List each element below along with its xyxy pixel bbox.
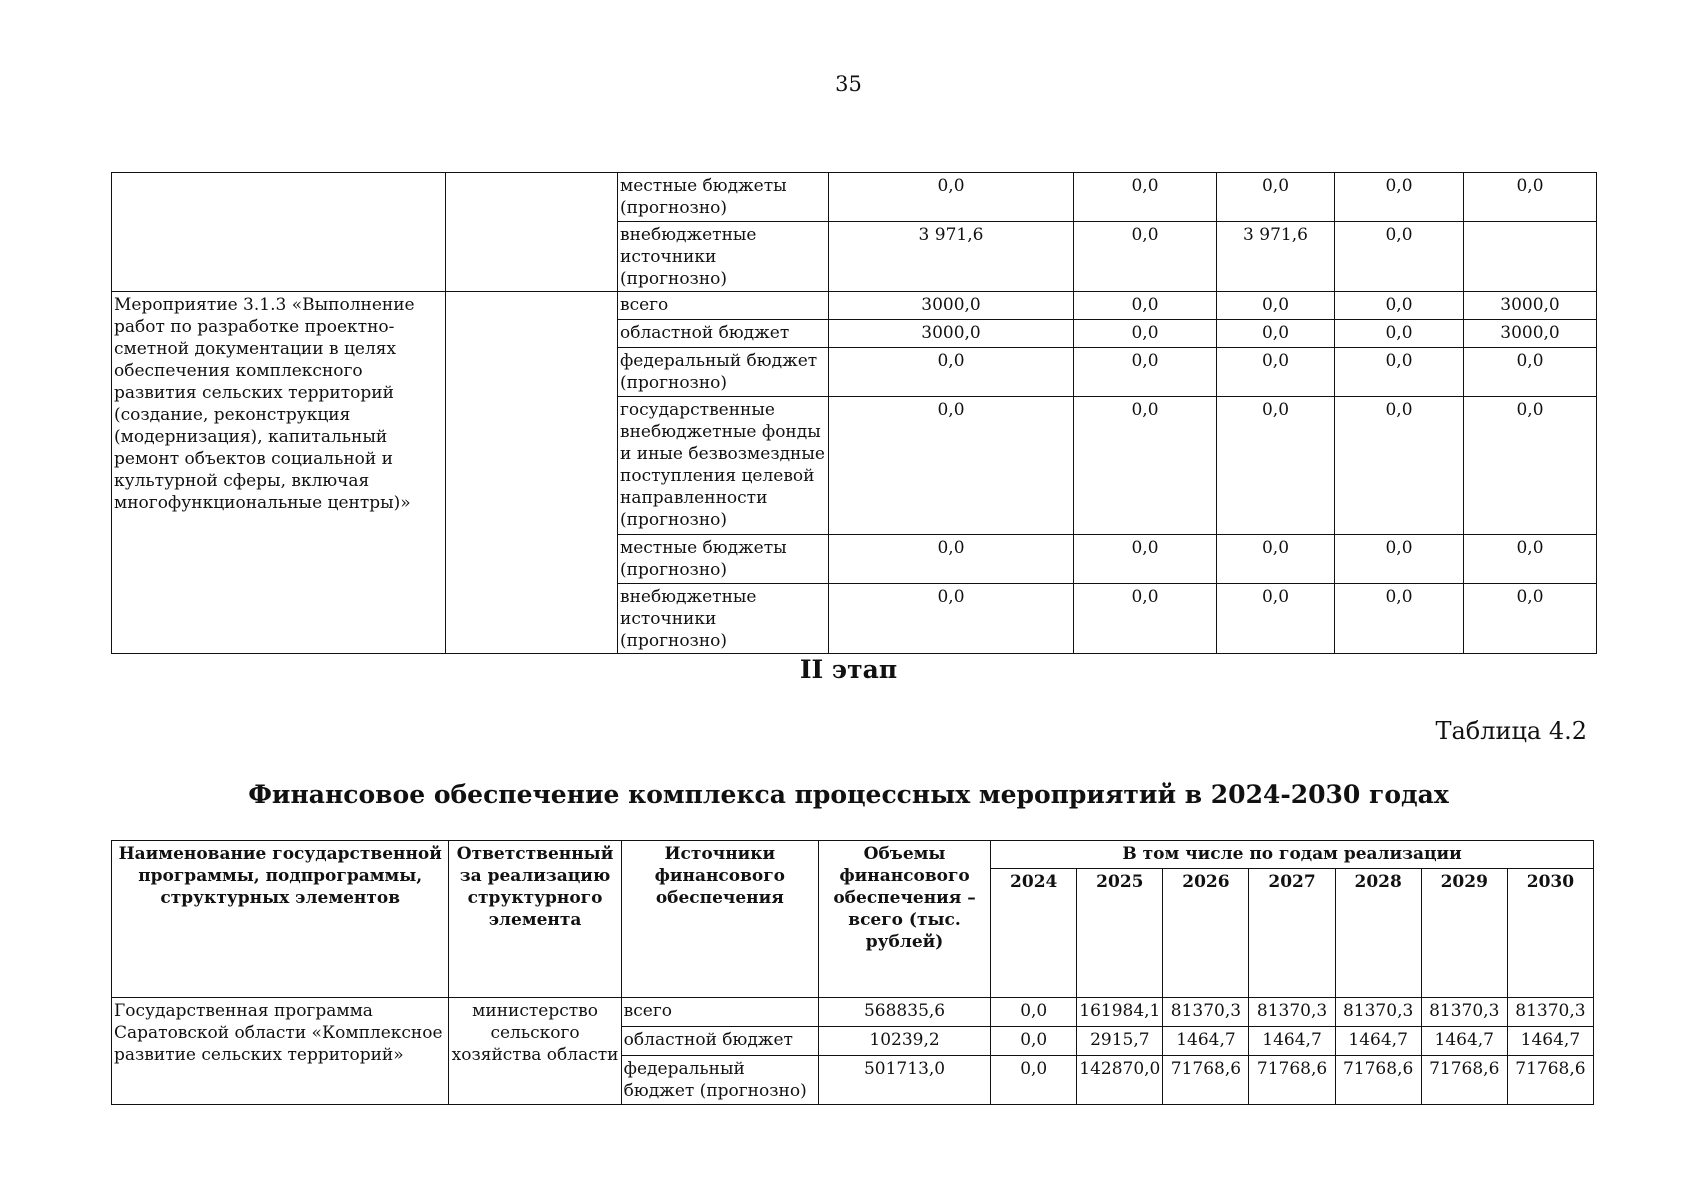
header-responsible: Ответственный за реализацию структурного элемента [449, 841, 621, 998]
value-cell: 3000,0 [1464, 320, 1597, 348]
value-cell: 0,0 [1335, 222, 1464, 292]
value-cell: 0,0 [1217, 535, 1335, 584]
year-value-cell: 1464,7 [1507, 1027, 1593, 1056]
source-cell: областной бюджет [621, 1027, 818, 1056]
year-value-cell: 71768,6 [1163, 1056, 1249, 1105]
source-cell: федеральный бюджет (прогнозно) [621, 1056, 818, 1105]
year-value-cell: 81370,3 [1421, 998, 1507, 1027]
year-value-cell: 71768,6 [1507, 1056, 1593, 1105]
year-value-cell: 1464,7 [1163, 1027, 1249, 1056]
header-sources: Источники финансового обеспечения [621, 841, 818, 998]
value-cell: 3000,0 [829, 292, 1074, 320]
value-cell: 3 971,6 [1217, 222, 1335, 292]
value-cell: 0,0 [1074, 535, 1217, 584]
table-row [112, 292, 1597, 320]
value-cell: 0,0 [1335, 320, 1464, 348]
source-cell: местные бюджеты (прогнозно) [618, 535, 829, 584]
value-cell: 0,0 [1074, 348, 1217, 397]
source-cell: федеральный бюджет (прогнозно) [618, 348, 829, 397]
year-value-cell: 0,0 [991, 1027, 1077, 1056]
value-cell: 0,0 [1074, 292, 1217, 320]
year-value-cell: 2915,7 [1077, 1027, 1163, 1056]
program-name-cell: Государственная программа Саратовской области «Комплексное развитие сельских территорий» [112, 998, 449, 1105]
header-name: Наименование государственной программы, подпрограммы, структурных элементов [112, 841, 449, 998]
value-cell: 0,0 [1074, 397, 1217, 535]
year-value-cell: 1464,7 [1421, 1027, 1507, 1056]
financing-table-continued [111, 172, 1597, 654]
total-cell: 568835,6 [818, 998, 990, 1027]
value-cell: 0,0 [1335, 173, 1464, 222]
table-title: Финансовое обеспечение комплекса процессных мероприятий в 2024-2030 годах [248, 780, 1449, 809]
header-year: 2024 [991, 869, 1077, 998]
year-value-cell: 142870,0 [1077, 1056, 1163, 1105]
value-cell: 0,0 [1335, 584, 1464, 654]
value-cell: 0,0 [1074, 584, 1217, 654]
value-cell: 0,0 [1217, 584, 1335, 654]
header-row [112, 841, 1594, 869]
table-label: Таблица 4.2 [1435, 717, 1587, 745]
header-year: 2029 [1421, 869, 1507, 998]
year-value-cell: 0,0 [991, 1056, 1077, 1105]
value-cell: 0,0 [829, 535, 1074, 584]
responsible-cell: министерство сельского хозяйства области [449, 998, 621, 1105]
source-cell: внебюджетные источники (прогнозно) [618, 222, 829, 292]
table-row [112, 998, 1594, 1027]
year-value-cell: 81370,3 [1249, 998, 1335, 1027]
source-cell: всего [621, 998, 818, 1027]
source-cell: государственные внебюджетные фонды и иные безвозмездные поступления целевой направленности (прогнозно) [618, 397, 829, 535]
value-cell: 0,0 [1335, 535, 1464, 584]
value-cell: 3000,0 [1464, 292, 1597, 320]
header-year: 2026 [1163, 869, 1249, 998]
value-cell: 0,0 [1464, 173, 1597, 222]
value-cell: 0,0 [1217, 320, 1335, 348]
value-cell: 0,0 [1335, 292, 1464, 320]
value-cell: 0,0 [1335, 397, 1464, 535]
value-cell: 0,0 [1464, 584, 1597, 654]
value-cell: 0,0 [1074, 222, 1217, 292]
header-volume: Объемы финансового обеспечения – всего (тыс. рублей) [818, 841, 990, 998]
value-cell: 0,0 [1217, 397, 1335, 535]
total-cell: 501713,0 [818, 1056, 990, 1105]
value-cell: 3 971,6 [829, 222, 1074, 292]
source-cell: внебюджетные источники (прогнозно) [618, 584, 829, 654]
year-value-cell: 81370,3 [1163, 998, 1249, 1027]
year-value-cell: 0,0 [991, 998, 1077, 1027]
year-value-cell: 81370,3 [1335, 998, 1421, 1027]
value-cell: 3000,0 [829, 320, 1074, 348]
value-cell: 0,0 [829, 173, 1074, 222]
table-row [112, 173, 1597, 222]
value-cell: 0,0 [1335, 348, 1464, 397]
value-cell: 0,0 [829, 584, 1074, 654]
source-cell: местные бюджеты (прогнозно) [618, 173, 829, 222]
header-year: 2030 [1507, 869, 1593, 998]
source-cell: областной бюджет [618, 320, 829, 348]
value-cell: 0,0 [1217, 348, 1335, 397]
year-value-cell: 71768,6 [1421, 1056, 1507, 1105]
header-by-years: В том числе по годам реализации [991, 841, 1594, 869]
value-cell: 0,0 [1217, 173, 1335, 222]
page-number: 35 [835, 72, 862, 96]
responsible-cell [446, 292, 618, 654]
event-name-cell: Мероприятие 3.1.3 «Выполнение работ по разработке проектно-сметной документации в целях обеспечения комплексного развития сельских территорий (создание, реконструкция (модернизация), капитальный ремонт объектов социальной и культурной сферы, включая многофункциональные центры)» [112, 292, 446, 654]
year-value-cell: 1464,7 [1335, 1027, 1421, 1056]
value-cell: 0,0 [829, 397, 1074, 535]
value-cell: 0,0 [1464, 535, 1597, 584]
value-cell: 0,0 [829, 348, 1074, 397]
source-cell: всего [618, 292, 829, 320]
year-value-cell: 71768,6 [1335, 1056, 1421, 1105]
total-cell: 10239,2 [818, 1027, 990, 1056]
value-cell: 0,0 [1074, 173, 1217, 222]
value-cell: 0,0 [1074, 320, 1217, 348]
year-value-cell: 71768,6 [1249, 1056, 1335, 1105]
value-cell: 0,0 [1464, 397, 1597, 535]
responsible-cell [446, 173, 618, 292]
header-year: 2025 [1077, 869, 1163, 998]
value-cell: 0,0 [1217, 292, 1335, 320]
year-value-cell: 81370,3 [1507, 998, 1593, 1027]
header-year: 2027 [1249, 869, 1335, 998]
value-cell [1464, 222, 1597, 292]
stage-title: II этап [799, 655, 898, 684]
name-cell [112, 173, 446, 292]
financing-table-4-2 [111, 840, 1594, 1105]
year-value-cell: 1464,7 [1249, 1027, 1335, 1056]
year-value-cell: 161984,1 [1077, 998, 1163, 1027]
header-year: 2028 [1335, 869, 1421, 998]
value-cell: 0,0 [1464, 348, 1597, 397]
